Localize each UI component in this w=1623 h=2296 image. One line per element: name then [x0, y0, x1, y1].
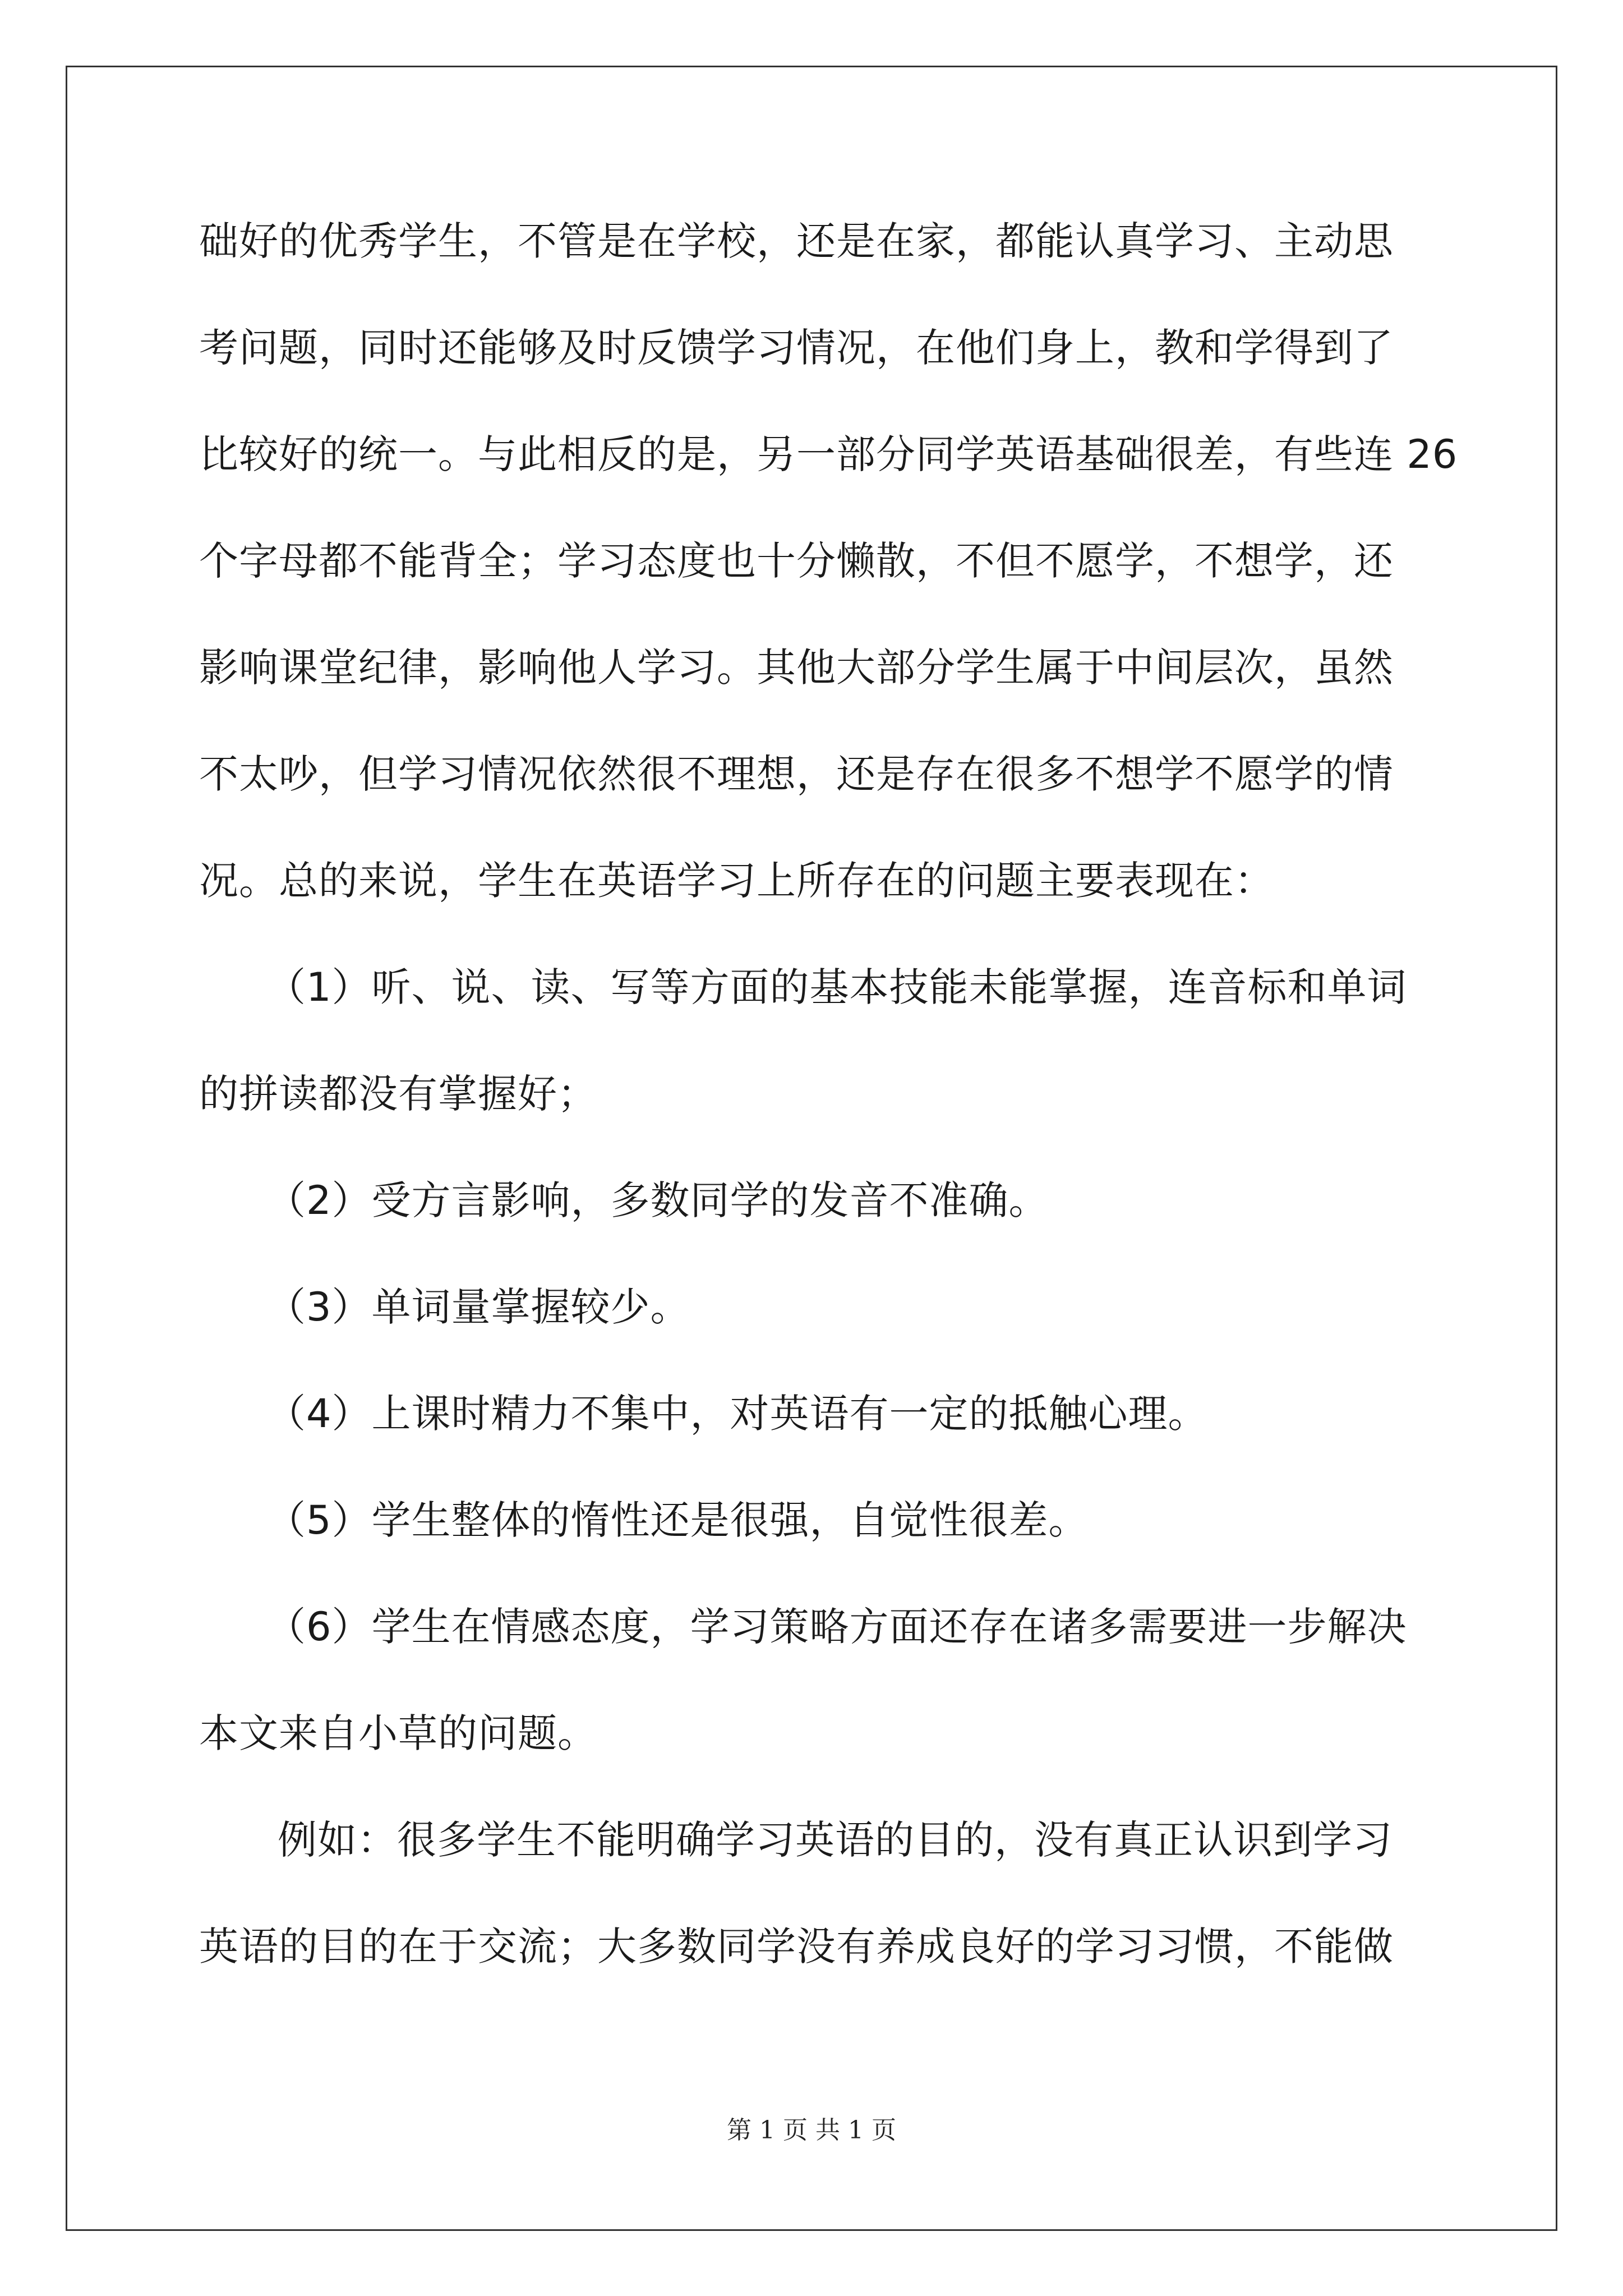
text-line-8: （1）听、说、读、写等方面的基本技能未能掌握，连音标和单词 [266, 964, 1407, 1010]
text-line-16: 例如：很多学生不能明确学习英语的目的，没有真正认识到学习 [278, 1817, 1393, 1863]
text-line-2: 考问题，同时还能够及时反馈学习情况，在他们身上，教和学得到了 [199, 325, 1394, 371]
text-line-15: 本文来自小草的问题。 [199, 1710, 597, 1756]
text-line-14: （6）学生在情感态度，学习策略方面还存在诸多需要进一步解决 [266, 1604, 1407, 1650]
text-line-13: （5）学生整体的惰性还是很强，自觉性很差。 [266, 1497, 1089, 1543]
text-line-6: 不太吵，但学习情况依然很不理想，还是存在很多不想学不愿学的情 [199, 751, 1394, 797]
text-line-1: 础好的优秀学生，不管是在学校，还是在家，都能认真学习、主动思 [199, 218, 1394, 264]
page-footer: 第 1 页 共 1 页 [727, 2116, 896, 2145]
text-line-17: 英语的目的在于交流；大多数同学没有养成良好的学习习惯，不能做 [199, 1924, 1394, 1970]
text-line-12: （4）上课时精力不集中，对英语有一定的抵触心理。 [266, 1391, 1208, 1437]
text-line-3: 比较好的统一。与此相反的是，另一部分同学英语基础很差，有些连 26 [199, 431, 1458, 477]
text-line-5: 影响课堂纪律，影响他人学习。其他大部分学生属于中间层次，虽然 [199, 645, 1394, 691]
text-line-4: 个字母都不能背全；学习态度也十分懒散，不但不愿学，不想学，还 [199, 538, 1394, 584]
text-line-9: 的拼读都没有掌握好； [199, 1071, 597, 1117]
page-border [66, 66, 1557, 2231]
text-line-11: （3）单词量掌握较少。 [266, 1284, 690, 1330]
text-line-7: 况。总的来说，学生在英语学习上所存在的问题主要表现在： [199, 858, 1274, 904]
text-line-10: （2）受方言影响，多数同学的发音不准确。 [266, 1177, 1049, 1223]
